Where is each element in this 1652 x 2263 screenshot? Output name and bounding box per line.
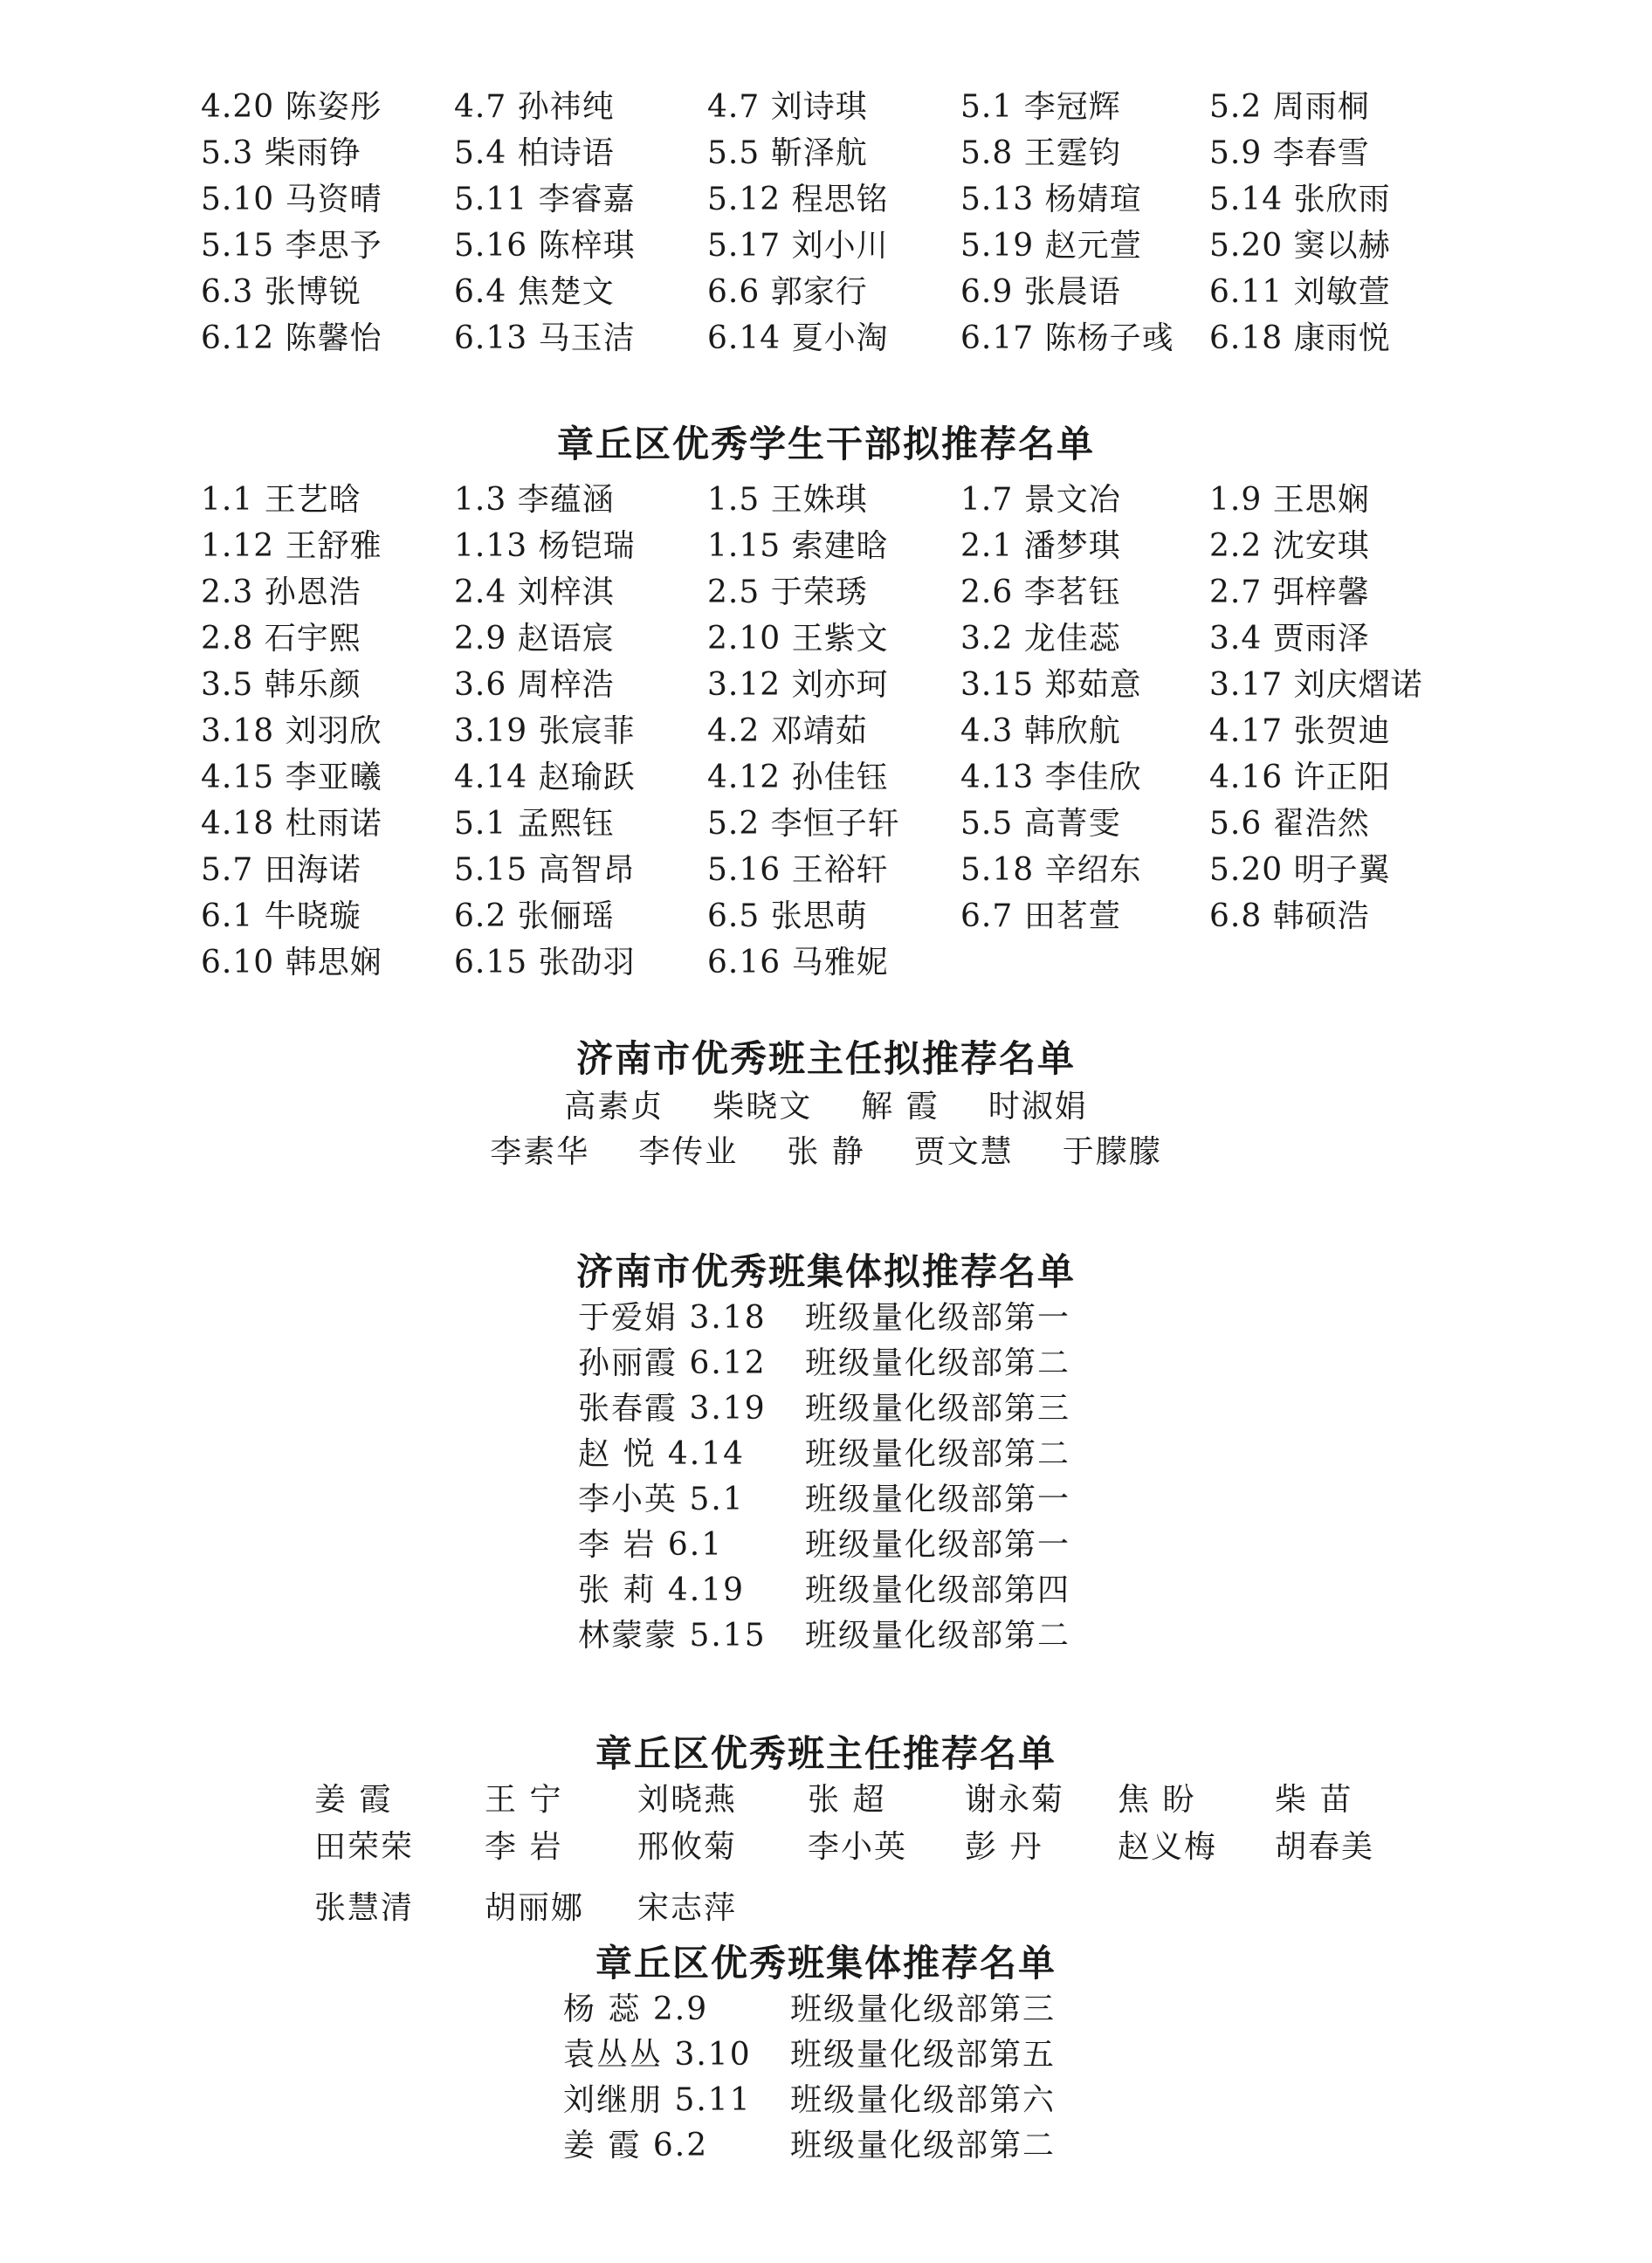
cadre-entry: 2.8 石宇熙: [201, 621, 361, 657]
class-teacher-and-class: 袁丛丛 3.10: [563, 2037, 752, 2073]
cadres-list: [201, 477, 1458, 986]
name-entry: 5.3 柴雨铮: [201, 135, 361, 171]
cadre-entry: 4.13 李佳欣: [960, 760, 1142, 795]
teacher-name: 宋志萍: [637, 1890, 738, 1926]
name-entry: 5.14 张欣雨: [1209, 182, 1391, 217]
name-entry: 5.15 李思予: [201, 228, 382, 264]
teacher-name: 张 超: [808, 1782, 886, 1818]
teacher-name: 解 霞: [861, 1089, 940, 1125]
cadre-entry: 3.18 刘羽欣: [201, 713, 382, 749]
name-entry: 6.9 张晨语: [960, 274, 1121, 310]
cadre-entry: 5.18 辛绍东: [960, 852, 1142, 888]
name-entry: 5.13 杨婧瑄: [960, 182, 1142, 217]
name-entry: 5.8 王霆钧: [960, 135, 1121, 171]
cadre-entry: 4.15 李亚曦: [201, 760, 382, 795]
class-row: [563, 1987, 1174, 2033]
cadre-entry: 6.16 马雅妮: [707, 945, 889, 980]
name-entry: 5.20 窦以赫: [1209, 228, 1391, 264]
cadre-entry: 2.3 孙恩浩: [201, 574, 361, 610]
cadre-entry: 1.15 索建晗: [707, 528, 889, 564]
teacher-name: 柴 苗: [1275, 1782, 1353, 1818]
cadre-entry: 2.6 李茗钰: [960, 574, 1121, 610]
class-teacher-and-class: 姜 霞 6.2: [563, 2128, 709, 2163]
cadre-entry: 5.1 孟熙钰: [454, 806, 615, 842]
class-ranking: 班级量化级部第二: [805, 1345, 1071, 1381]
class-teacher-and-class: 杨 蕊 2.9: [563, 1991, 709, 2027]
name-entry: 6.12 陈馨怡: [201, 320, 382, 356]
name-entry: 5.11 李睿嘉: [454, 182, 636, 217]
class-ranking: 班级量化级部第三: [805, 1391, 1071, 1427]
name-entry: 5.5 靳泽航: [707, 135, 868, 171]
class-ranking: 班级量化级部第二: [805, 1436, 1071, 1472]
cadre-entry: 4.2 邓靖茹: [707, 713, 868, 749]
name-entry: 5.17 刘小川: [707, 228, 889, 264]
cadre-entry: 4.17 张贺迪: [1209, 713, 1391, 749]
jn-teachers-title: 济南市优秀班主任拟推荐名单: [575, 1037, 1076, 1080]
cadre-entry: 2.2 沈安琪: [1209, 528, 1370, 564]
zq-teachers-list: [314, 1777, 1467, 1932]
name-entry: 6.17 陈杨子彧: [960, 320, 1174, 356]
teacher-name: 柴晓文: [712, 1089, 813, 1125]
teacher-name: 姜 霞: [314, 1782, 393, 1818]
teacher-name: 谢永菊: [965, 1782, 1065, 1818]
name-entry: 6.3 张博锐: [201, 274, 361, 310]
name-entry: 4.7 刘诗琪: [707, 89, 868, 125]
cadre-entry: 1.7 景文冶: [960, 482, 1121, 518]
cadre-entry: 3.4 贾雨泽: [1209, 621, 1370, 657]
name-entry: 5.2 周雨桐: [1209, 89, 1370, 125]
cadre-entry: 6.8 韩硕浩: [1209, 898, 1370, 934]
cadre-entry: 6.15 张劭羽: [454, 945, 636, 980]
name-entry: 5.19 赵元萱: [960, 228, 1142, 264]
teacher-name: 田荣荣: [314, 1829, 415, 1865]
top-name-list: [201, 84, 1458, 361]
cadre-entry: 6.7 田茗萱: [960, 898, 1121, 934]
cadre-entry: 4.12 孙佳钰: [707, 760, 889, 795]
name-entry: 5.1 李冠辉: [960, 89, 1121, 125]
name-entry: 6.14 夏小淘: [707, 320, 889, 356]
class-teacher-and-class: 赵 悦 4.14: [578, 1436, 746, 1472]
class-row: [578, 1613, 1189, 1659]
zq-teachers-row: [314, 1885, 1467, 1932]
class-ranking: 班级量化级部第五: [790, 2037, 1057, 2073]
cadre-entry: 3.19 张宸菲: [454, 713, 636, 749]
name-entry: 5.9 李春雪: [1209, 135, 1370, 171]
cadre-entry: 5.2 李恒子轩: [707, 806, 900, 842]
cadre-entry: 1.12 王舒雅: [201, 528, 382, 564]
cadre-entry: 4.16 许正阳: [1209, 760, 1391, 795]
cadre-entry: 1.13 杨铠瑞: [454, 528, 636, 564]
cadre-entry: 6.10 韩思娴: [201, 945, 382, 980]
cadre-entry: 3.6 周梓浩: [454, 667, 615, 703]
cadre-entry: 5.6 翟浩然: [1209, 806, 1370, 842]
class-row: [578, 1296, 1189, 1341]
name-entry: 5.16 陈梓琪: [454, 228, 636, 264]
name-entry: 6.11 刘敏萱: [1209, 274, 1391, 310]
teacher-name: 李传业: [638, 1134, 739, 1170]
class-ranking: 班级量化级部第一: [805, 1527, 1071, 1563]
cadre-entry: 1.5 王姝琪: [707, 482, 868, 518]
teacher-name: 赵义梅: [1118, 1829, 1218, 1865]
teacher-name: 邢攸菊: [637, 1829, 738, 1865]
teacher-name: 张慧清: [314, 1890, 415, 1926]
class-teacher-and-class: 张春霞 3.19: [578, 1391, 767, 1427]
cadre-entry: 6.1 牛晓璇: [201, 898, 361, 934]
teacher-name: 焦 盼: [1118, 1782, 1196, 1818]
name-entry: 5.4 柏诗语: [454, 135, 615, 171]
name-entry: 6.18 康雨悦: [1209, 320, 1391, 356]
jn-teachers-list: [0, 1084, 1652, 1175]
teacher-name: 时淑娟: [988, 1089, 1088, 1125]
cadre-entry: 1.9 王思娴: [1209, 482, 1370, 518]
teacher-name: 刘晓燕: [637, 1782, 738, 1818]
class-row: [563, 2033, 1174, 2078]
jn-classes-title: 济南市优秀班集体拟推荐名单: [575, 1250, 1076, 1293]
class-row: [578, 1386, 1189, 1432]
teacher-name: 胡春美: [1275, 1829, 1375, 1865]
class-row: [563, 2078, 1174, 2123]
class-ranking: 班级量化级部第一: [805, 1300, 1071, 1336]
jn-teachers-row: [0, 1084, 1652, 1130]
name-entry: 4.20 陈姿彤: [201, 89, 382, 125]
cadre-entry: 3.2 龙佳蕊: [960, 621, 1121, 657]
name-entry: 5.10 马资晴: [201, 182, 382, 217]
jn-teachers-row: [0, 1130, 1652, 1175]
cadre-entry: 5.7 田海诺: [201, 852, 361, 888]
zq-teachers-row: [314, 1777, 1467, 1824]
teacher-name: 于朦朦: [1062, 1134, 1162, 1170]
class-teacher-and-class: 林蒙蒙 5.15: [578, 1618, 767, 1654]
cadre-entry: 5.16 王裕轩: [707, 852, 889, 888]
cadre-entry: 5.20 明子翼: [1209, 852, 1391, 888]
class-teacher-and-class: 李小英 5.1: [578, 1482, 745, 1517]
cadre-entry: 2.4 刘梓淇: [454, 574, 615, 610]
cadre-entry: 2.7 弭梓馨: [1209, 574, 1370, 610]
cadre-entry: 4.18 杜雨诺: [201, 806, 382, 842]
teacher-name: 高素贞: [564, 1089, 664, 1125]
class-row: [578, 1523, 1189, 1568]
class-row: [578, 1341, 1189, 1386]
teacher-name: 彭 丹: [965, 1829, 1043, 1865]
cadre-entry: 5.5 高菁雯: [960, 806, 1121, 842]
cadre-entry: 6.5 张思萌: [707, 898, 868, 934]
name-entry: 6.13 马玉洁: [454, 320, 636, 356]
cadre-entry: 3.15 郑茹意: [960, 667, 1142, 703]
class-teacher-and-class: 于爱娟 3.18: [578, 1300, 767, 1336]
teacher-name: 胡丽娜: [485, 1890, 585, 1926]
name-entry: 5.12 程思铭: [707, 182, 889, 217]
cadre-entry: 5.15 高智昂: [454, 852, 636, 888]
zq-classes-list: [563, 1987, 1174, 2169]
teacher-name: 李 岩: [485, 1829, 563, 1865]
class-ranking: 班级量化级部第二: [790, 2128, 1057, 2163]
cadre-entry: 4.14 赵瑜跃: [454, 760, 636, 795]
teacher-name: 李素华: [490, 1134, 590, 1170]
class-teacher-and-class: 李 岩 6.1: [578, 1527, 724, 1563]
class-ranking: 班级量化级部第六: [790, 2082, 1057, 2118]
class-ranking: 班级量化级部第四: [805, 1572, 1071, 1608]
cadre-entry: 3.12 刘亦珂: [707, 667, 889, 703]
class-row: [578, 1477, 1189, 1523]
jn-classes-list: [578, 1296, 1189, 1659]
cadre-entry: 2.5 于荣琇: [707, 574, 868, 610]
class-teacher-and-class: 孙丽霞 6.12: [578, 1345, 767, 1381]
cadre-entry: 4.3 韩欣航: [960, 713, 1121, 749]
cadre-entry: 1.3 李蕴涵: [454, 482, 615, 518]
cadre-entry: 1.1 王艺晗: [201, 482, 361, 518]
top-name-grid: [201, 84, 1458, 361]
zq-classes-title: 章丘区优秀班集体推荐名单: [595, 1942, 1057, 1984]
name-entry: 6.6 郭家行: [707, 274, 868, 310]
cadre-entry: 3.5 韩乐颜: [201, 667, 361, 703]
class-ranking: 班级量化级部第三: [790, 1991, 1057, 2027]
zq-teachers-title: 章丘区优秀班主任推荐名单: [595, 1732, 1057, 1775]
class-row: [563, 2123, 1174, 2169]
cadre-entry: 6.2 张俪瑶: [454, 898, 615, 934]
class-teacher-and-class: 张 莉 4.19: [578, 1572, 746, 1608]
name-entry: 4.7 孙祎纯: [454, 89, 615, 125]
cadre-entry: 2.9 赵语宸: [454, 621, 615, 657]
class-teacher-and-class: 刘继朋 5.11: [563, 2082, 752, 2118]
class-ranking: 班级量化级部第二: [805, 1618, 1071, 1654]
class-row: [578, 1568, 1189, 1613]
cadres-title: 章丘区优秀学生干部拟推荐名单: [556, 423, 1095, 465]
teacher-name: 张 静: [787, 1134, 865, 1170]
class-row: [578, 1432, 1189, 1477]
teacher-name: 王 宁: [485, 1782, 563, 1818]
cadre-entry: 2.1 潘梦琪: [960, 528, 1121, 564]
name-entry: 6.4 焦楚文: [454, 274, 615, 310]
teacher-name: 李小英: [808, 1829, 908, 1865]
cadre-entry: 3.17 刘庆熠诺: [1209, 667, 1423, 703]
teacher-name: 贾文慧: [913, 1134, 1014, 1170]
cadre-entry: 2.10 王紫文: [707, 621, 889, 657]
zq-teachers-row: [314, 1824, 1467, 1871]
class-ranking: 班级量化级部第一: [805, 1482, 1071, 1517]
cadres-name-grid: [201, 477, 1458, 986]
